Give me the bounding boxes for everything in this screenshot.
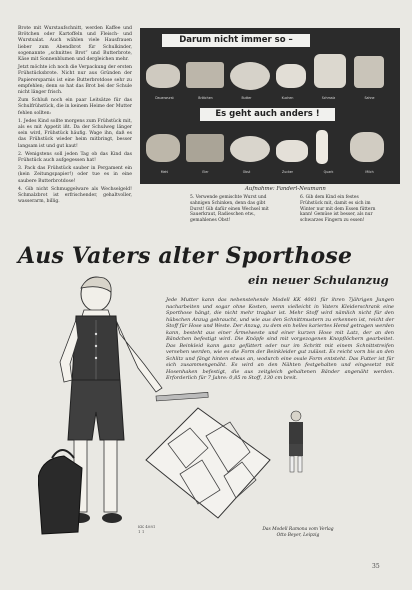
labels-bottom: Mehl Eier Obst Zucker Quark Milch (160, 170, 374, 174)
pattern-code: KK 4081 1 1 (138, 524, 156, 534)
article-headline: Aus Vaters alter Sporthose (18, 243, 353, 269)
banner-bottom: Es geht auch anders ! (200, 108, 335, 121)
paragraph: Zum Schluß noch ein paar Leitsätze für das Schulfrühstück, die in keinem Heime der Mutter fehlen sollten: (18, 98, 132, 116)
banner-top: Darum nicht immer so – (162, 34, 310, 47)
photo-credit: Aufnahme: Fanderl-Neumann (245, 186, 326, 192)
paragraph: 3. Pack das Frühstück sauber in Pergament ein (kein Zeitungspapier!) oder tue es in eine saubere Butterbrotdose! (18, 166, 132, 184)
article-body: Jede Mutter kann das nebenstehende Modell KK 4081 für ihren 7jährigen Jungen nacharbeiten und sogar ohne Kosten, wenn vielleicht in Vaters Kleiderschrank eine Sporthose hängt, die nicht mehr tragbar ist. Mehr Stoff wird nämlich nicht für den hübschen Anzug gebraucht, und wie aus den Schnittmustern zu erkennen ist, reicht der Stoff für Hose und Weste. Der Anzug, zu dem ein helles kariertes Hemd getragen werden kann, besteht aus einer Ärmelweste und einer kurzen Hose mit Latz, der an den Bändchen befestigt wird. Die Knöpfe sind mit vorgezogenen Knopflöchern gearbeitet. Das Beinkleid kann ganz gefüttert oder nur im Schritt mit einem Schnittstreifen versehen werden, wie es die Form der Beinkleider gut zulässt. Es reicht vorn bis an den Schlitz und fängt hinten etwas an, wodurch eine ovale Form entsteht. Das Futter ist für sich zusammengenäht. Es wird an den Nähten festgehalten und eingesetzt mit Hosenhaken befestigt, die aus zeitgleich gehaltenen Bänder angenäht werden. Erforderlich für 7 Jahre: 0,85 m Stoff, 130 cm breit. (166, 297, 394, 381)
paragraph: 4. Gib nicht Schmuggelware als Wechselgeld! Schmalzbrot ist erfrischender, gehaltvoller, wasserarm, billig. (18, 186, 132, 205)
back-view-figure (286, 410, 306, 476)
model-caption: Das Modell Ramona vom Verlag Otto Beyer, Leipzig (262, 527, 334, 538)
food-comparison-photo (140, 28, 400, 184)
paragraph: 2. Wenigstens soll jeden Tag ob das Kind das Frühstück auch aufgegessen hat! (18, 151, 132, 164)
labels-top: Dauerwurst Brötchen Butter Kuchen Schmalz Sahne (155, 96, 375, 100)
article-subheadline: ein neuer Schulanzug (248, 273, 389, 287)
page-number: 35 (372, 563, 380, 570)
caption-5: 5. Verwende gemischte Wurst und sahnigen Schinken, denn das gibt Durst! Gib dafür einen Wechsel mit Sauerkraut, Radieschen etw., gemahlenes Obst! (190, 195, 269, 224)
photo-row-top (144, 50, 394, 96)
paragraph: Jetzt möchte ich noch die Verpackung der ersten Frühstücksbrote. Nicht nur aus Gründen der Papierersparnis ist eine Butterbrotdose sehr zu empfehlen; denn so hat das Brot bei der Schule nicht länger frisch. (18, 65, 132, 96)
left-text-column (18, 26, 132, 207)
caption-6: 6. Gib dem Kind ein festes Frühstück mit, damit es sich im Winter nur mit dem Essen füttern kann! Gemüse ist besser, als nur schwarzes Fingern zu essen! (300, 195, 376, 224)
photo-row-bottom (144, 124, 394, 170)
sewing-pattern-diagram (138, 400, 278, 530)
paragraph: Brote mit Wurstaufschnitt, werden Kaffee und Brötchen oder Kartoffeln und Fleisch- und Wurstsalat. Auch wählen viele Hausfrauen lieber zum Abendbrot für Schulkinder, sogenannte „schnittes Brot“ und Butterbrote, Käse mit Sonnenblumen und dergleichen mehr. (18, 26, 132, 63)
paragraph: 1. Jedes Kind sollte morgens zum Frühstück mit, als es mit Appetit ißt. Da der Schulweg länger sein wird, Frühstück häufig. Wage ihn, daß es das Frühstück wieder heim mitbringt, besser langsam ist und gut kaut! (18, 118, 132, 149)
